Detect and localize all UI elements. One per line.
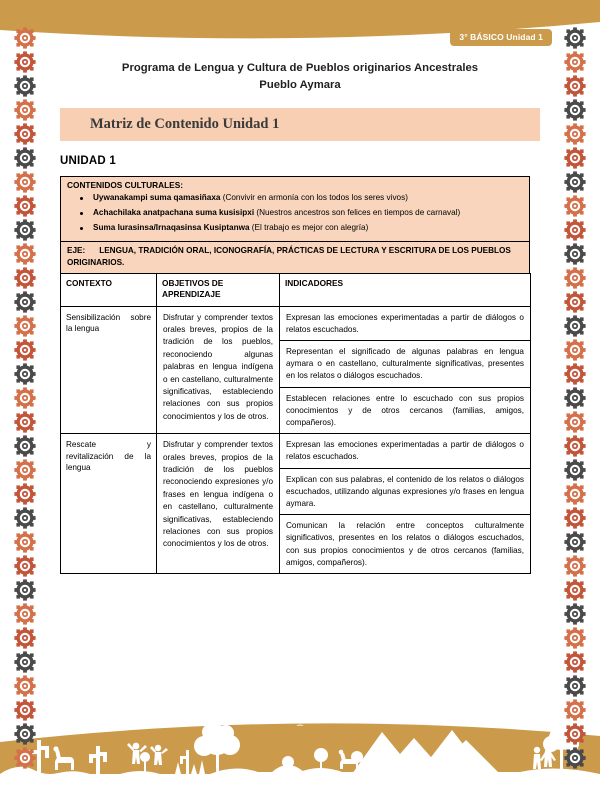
bottom-decorative-band (0, 712, 600, 800)
eje-row (61, 241, 530, 273)
list-item (67, 222, 523, 234)
document-content (60, 52, 540, 574)
cultural-contents-row (61, 177, 530, 242)
cultural-item-term: Suma lurasinsa/Irnaqasinsa Kusiptanwa (93, 223, 250, 233)
matrix-title: Matriz de Contenido Unidad 1 (90, 116, 280, 132)
cell-objetivo-2: Disfrutar y comprender textos orales breves, propios de la tradición de los pueblos reconociendo expresiones y/o frases en lengua indígena o en castellano, culturalmente significativas, estableciendo relaciones con sus propios conocimientos y los de otros. (157, 434, 280, 574)
cultural-item-gloss: (Convivir en armonía con los todos los seres vivos) (220, 193, 408, 202)
grade-badge: 3° BÁSICO Unidad 1 (450, 29, 552, 46)
program-title-line-1: Programa de Lengua y Cultura de Pueblos originarios Ancestrales (121, 62, 479, 74)
cell-indicador-2-1: Expresan las emociones experimentadas a partir de diálogos o relatos escuchados. (280, 434, 531, 468)
eje-value: LENGUA, TRADICIÓN ORAL, ICONOGRAFÍA, PRÁCTICAS DE LECTURA Y ESCRITURA DE LOS PUEBLOS ORIGINARIOS. (67, 245, 511, 267)
column-header-objetivos: OBJETIVOS DE APRENDIZAJE (157, 273, 280, 306)
list-item (67, 207, 523, 219)
right-decorative-border (562, 26, 588, 774)
matrix-title-box (60, 108, 540, 141)
cell-indicador-1-2: Representan el significado de algunas palabras en lengua aymara o en castellano, culturalmente significativas, presentes en los relatos o diálogos escuchados. (280, 341, 531, 388)
page-title (60, 60, 540, 94)
list-item (67, 192, 523, 204)
cultural-item-term: Uywanakampi suma qamasiñaxa (93, 193, 221, 202)
eje-key: EJE: (67, 245, 86, 255)
cultural-item-term: Achachilaka anatpachana suma kusisipxi (93, 208, 255, 218)
cultural-contents-list (67, 192, 523, 235)
column-header-indicadores: INDICADORES (280, 273, 531, 306)
cell-indicador-1-3: Establecen relaciones entre lo escuchado con sus propios conocimientos y de otros cercanos (familias, amigos, compañeros). (280, 387, 531, 434)
cell-indicador-1-1: Expresan las emociones experimentadas a partir de diálogos o relatos escuchados. (280, 306, 531, 340)
cultural-contents-heading: CONTENIDOS CULTURALES: (67, 180, 183, 190)
eje-cell (61, 241, 530, 273)
cultural-contents-table (60, 176, 530, 274)
cultural-contents-cell (61, 177, 530, 242)
column-header-contexto: CONTEXTO (61, 273, 157, 306)
cell-objetivo-1: Disfrutar y comprender textos orales breves, propios de la tradición de los pueblos, reconociendo algunas palabras en lengua indígena o en castellano, culturalmente significativas, estableciendo relaciones con sus propios conocimientos y los de otros. (157, 306, 280, 434)
table-row (61, 306, 531, 340)
program-title-line-2: Pueblo Aymara (259, 79, 341, 91)
cell-indicador-2-3: Comunican la relación entre conceptos culturalmente significativos, presentes en los relatos o diálogos escuchados, con sus propios conocimientos y de otros cercanos (familias, amigos, compañeros). (280, 515, 531, 574)
cultural-item-gloss: (El trabajo es mejor con alegría) (249, 223, 369, 233)
unit-label: UNIDAD 1 (60, 155, 116, 167)
cell-contexto-2: Rescate y revitalización de la lengua (61, 434, 157, 574)
left-decorative-border (12, 26, 38, 774)
matrix-table (60, 273, 531, 574)
cultural-item-gloss: (Nuestros ancestros son felices en tiempos de carnaval) (254, 208, 461, 218)
cell-contexto-1: Sensibilización sobre la lengua (61, 306, 157, 434)
table-row (61, 434, 531, 468)
table-header-row (61, 273, 531, 306)
cell-indicador-2-2: Explican con sus palabras, el contenido de los relatos o diálogos escuchados, utilizando algunas expresiones y/o frases en lengua aymara. (280, 468, 531, 515)
